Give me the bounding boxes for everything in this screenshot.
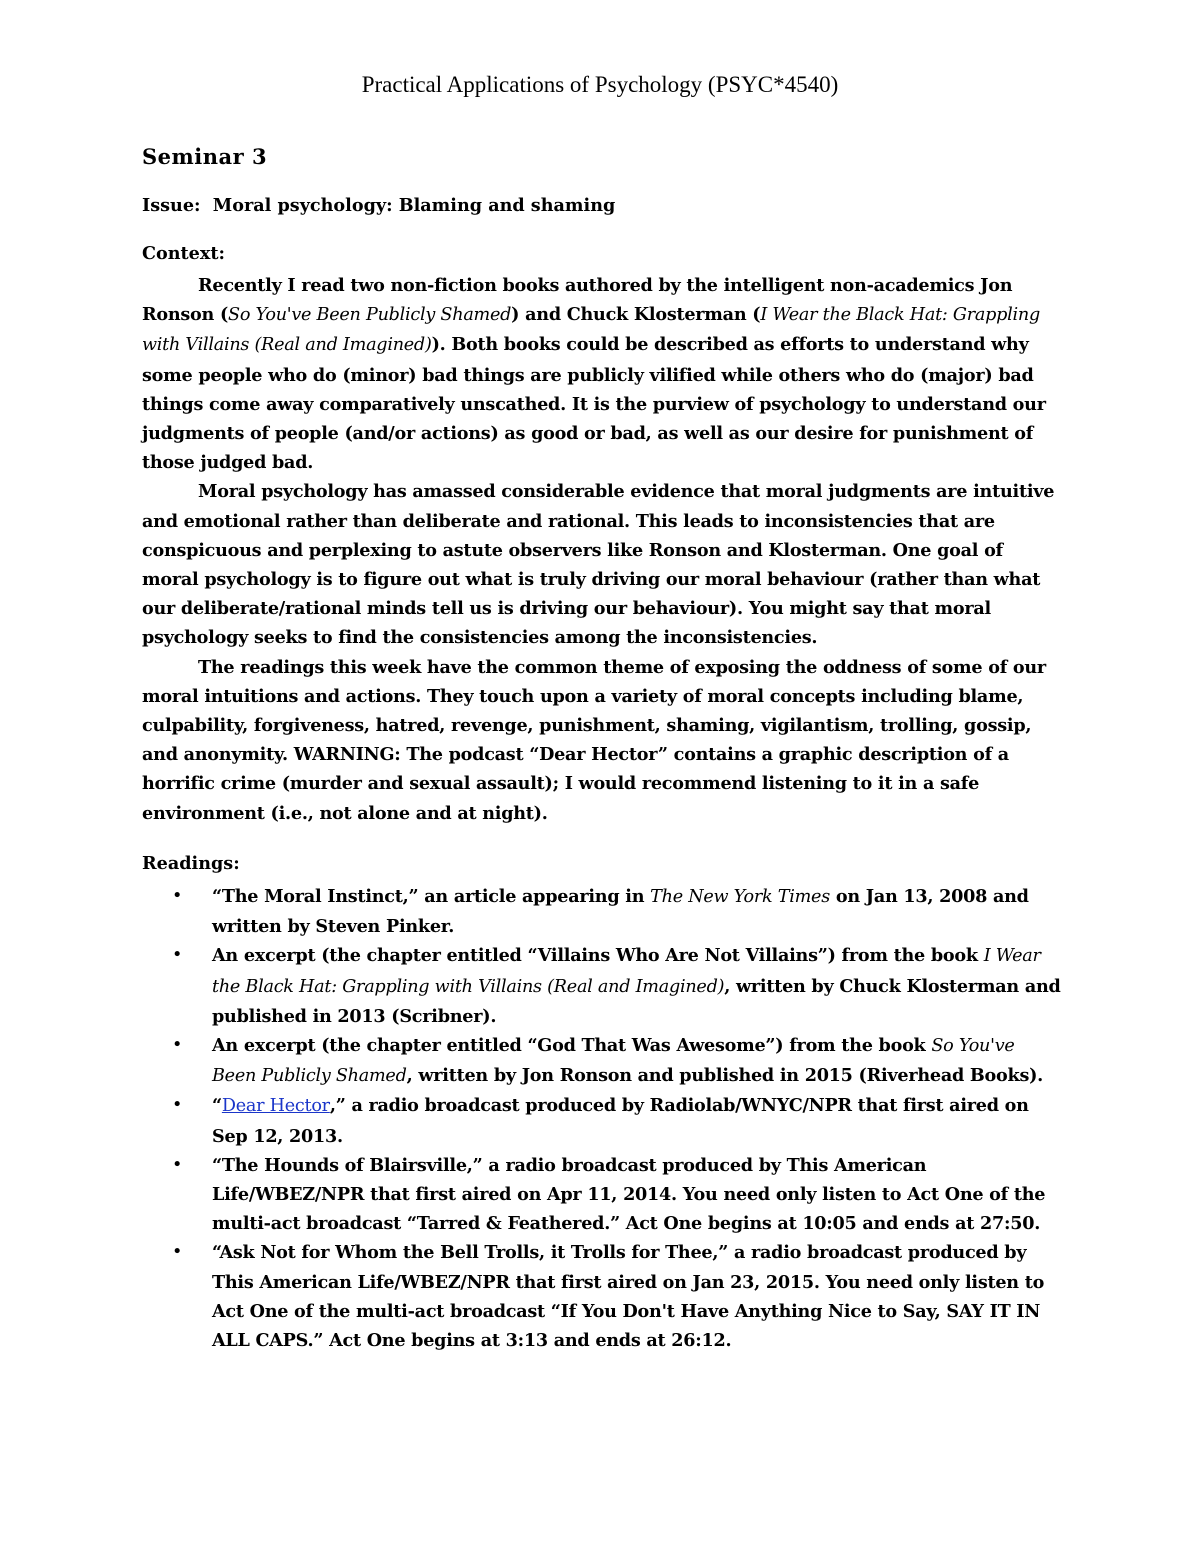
text-span: “Ask Not for Whom the Bell Trolls, it Trolls for Thee,” a radio broadcast produced by This American Life/WBEZ/NPR that first aired on Jan 23, 2015. You need only listen to Act One of the multi-act broadcast “If You Don't Have Anything Nice to Say, SAY IT IN ALL CAPS.” Act One begins at 3:13 and ends at 26:12. (212, 1242, 1045, 1352)
book-title: So You've Been Publicly Shamed (228, 305, 512, 326)
context-paragraph-2: Moral psychology has amassed considerable evidence that moral judgments are intuitive and emotional rather than deliberate and rational. This leads to inconsistencies that are conspicuous and perplexing to astute observers like Ronson and Klosterman. One goal of moral psychology is to figure out what is truly driving our moral behaviour (rather than what our deliberate/rational minds tell us is driving our behaviour). You might say that moral psychology seeks to find the consistencies among the inconsistencies. (142, 481, 1055, 649)
bullet-icon: • (172, 886, 183, 906)
bullet-icon: • (172, 945, 183, 966)
text-span: “The Hounds of Blairsville,” a radio broadcast produced by This American Life/WBEZ/NPR that first aired on Apr 11, 2014. You need only listen to Act One of the multi-act broadcast “Tarred & Feathered.” Act One begins at 10:05 and ends at 27:50. (212, 1154, 1046, 1235)
text-span: “The Moral Instinct,” an article appearing in (212, 886, 651, 907)
readings-label: Readings: (142, 853, 240, 874)
context-paragraph-3 (142, 653, 1062, 828)
text-span: ). Both books could be described as efforts to understand why some people who do (minor) bad things are publicly vilified while others who do (major) bad things come away comparatively unscathed. It is the purview of psychology to understand our judgments of people (and/or actions) as good or bad, as well as our desire for punishment of those judged bad. (142, 334, 1046, 474)
warning-label: WARNING: (293, 744, 401, 766)
seminar-title: Seminar 3 (142, 144, 268, 169)
text-span: An excerpt (the chapter entitled “God That Was Awesome”) from the book (212, 1035, 932, 1057)
text-span: “ (212, 1095, 222, 1117)
text-span: The readings this week have the common theme of exposing the oddness of some of our moral intuitions and actions. They touch upon a variety of moral concepts including blame, culpability, forgiveness, hatred, revenge, punishment, shaming, vigilantism, trolling, gossip, and anonymity. (142, 656, 1046, 766)
text-span: ,” a radio broadcast produced by Radiolab/WNYC/NPR that first aired on Sep 12, 2013. (212, 1095, 1029, 1147)
bullet-icon: • (172, 1242, 183, 1263)
warning-text: The podcast “Dear Hector” contains a graphic description of a horrific crime (murder and sexual assault); I would recommend listening to it in a safe environment (i.e., not alone and at night). (142, 744, 1009, 824)
reading-item (142, 941, 1062, 1031)
text-span: Recently I read two non-fiction books authored by the intelligent non-academics Jon Ronson ( (142, 275, 1013, 326)
text-span: ) and Chuck Klosterman ( (511, 304, 761, 326)
reading-item (142, 882, 1062, 941)
reading-item (142, 1151, 1062, 1239)
issue-line (142, 195, 615, 216)
text-span: , written by Jon Ronson and published in 2015 (Riverhead Books). (406, 1065, 1044, 1087)
bullet-icon: • (172, 1095, 183, 1116)
bullet-icon: • (172, 1035, 183, 1056)
reading-item (142, 1031, 1062, 1091)
text-span: , written by Chuck Klosterman and published in 2013 (Scribner). (212, 975, 1061, 1027)
text-span: on Jan 13, 2008 and written by Steven Pinker. (212, 886, 1029, 938)
book-title: I Wear the Black Hat: Grappling with Villains (Real and Imagined) (212, 946, 1041, 997)
text-span: An excerpt (the chapter entitled “Villains Who Are Not Villains”) from the book (212, 945, 984, 967)
book-title: So You've Been Publicly Shamed (212, 1036, 1015, 1087)
publication-title: The New York Times (650, 887, 830, 907)
reading-item (142, 1091, 1062, 1150)
bullet-icon: • (172, 1154, 183, 1175)
context-body (142, 271, 1062, 828)
issue-label: Issue: (142, 195, 201, 216)
context-label: Context: (142, 243, 225, 264)
reading-item (142, 1238, 1062, 1355)
dear-hector-link[interactable]: Dear Hector (221, 1096, 330, 1117)
course-title: Practical Applications of Psychology (PSYC*4540) (361, 72, 839, 97)
context-paragraph-1 (142, 271, 1062, 477)
readings-list (142, 882, 1062, 1355)
issue-text: Moral psychology: Blaming and shaming (212, 195, 616, 216)
book-title: I Wear the Black Hat: Grappling with Villains (Real and Imagined) (142, 305, 1040, 356)
